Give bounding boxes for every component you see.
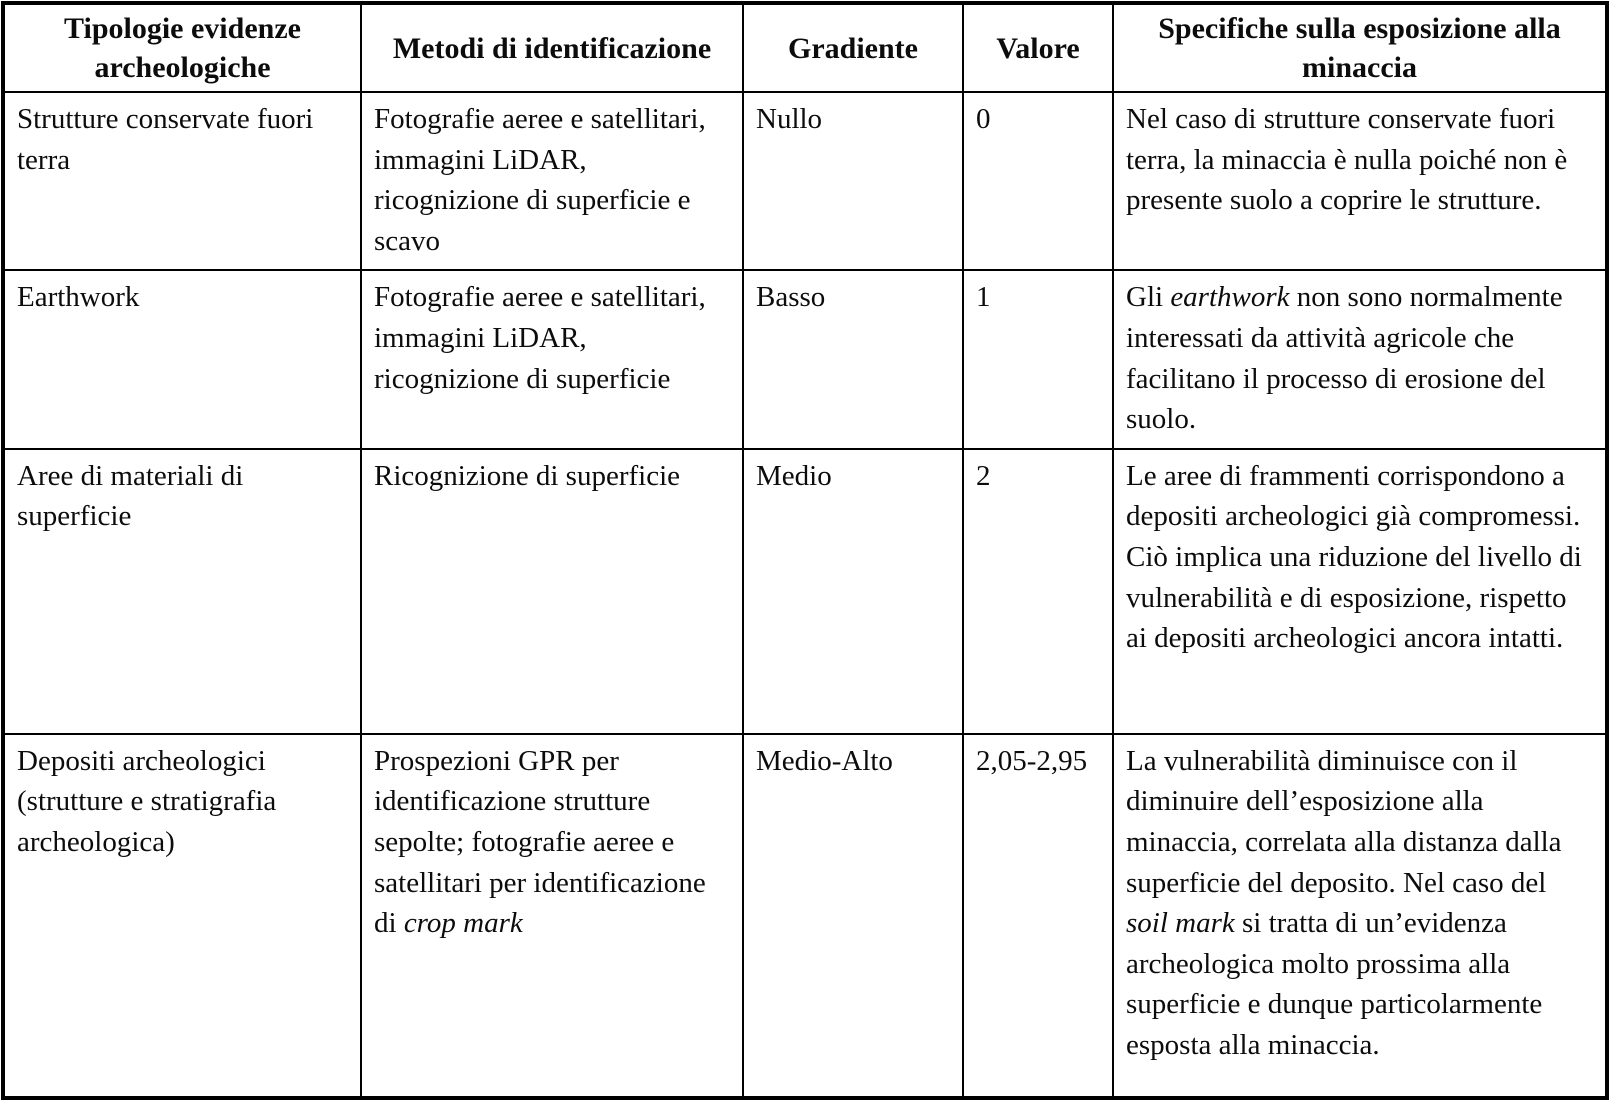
text-segment: Le aree di frammenti corrispondono a depositi archeologici già compromessi. Ciò implica una riduzione del livello di vulnerabilità e di esposizione, rispetto ai depositi archeologici ancora intatti. (1126, 459, 1582, 655)
cell-valore: 2,05-2,95 (963, 734, 1113, 1098)
table-row (3, 270, 1607, 448)
cell-metodi (361, 449, 743, 734)
italic-term: soil mark (1126, 907, 1235, 940)
table-row (3, 92, 1607, 270)
text-segment: Fotografie aeree e satellitari, immagini LiDAR, ricognizione di superficie (374, 281, 706, 395)
table-header-row (3, 3, 1607, 92)
text-segment: Nel caso di strutture conservate fuori terra, la minaccia è nulla poiché non è presente suolo a coprire le strutture. (1126, 103, 1568, 217)
cell-valore: 0 (963, 92, 1113, 270)
header-cell-valore: Valore (963, 3, 1113, 92)
header-cell-gradiente: Gradiente (743, 3, 963, 92)
cell-gradiente: Medio-Alto (743, 734, 963, 1098)
archaeological-evidence-table-container (0, 1, 1610, 1087)
header-cell-metodi: Metodi di identificazione (361, 3, 743, 92)
text-segment: si tratta di un’evidenza archeologica molto prossima alla superficie e dunque particolarmente esposta alla minaccia. (1126, 907, 1543, 1061)
cell-gradiente: Medio (743, 449, 963, 734)
cell-tipologia: Strutture conservate fuori terra (3, 92, 361, 270)
cell-tipologia: Depositi archeologici (strutture e stratigrafia archeologica) (3, 734, 361, 1098)
text-segment: Fotografie aeree e satellitari, immagini LiDAR, ricognizione di superficie e scavo (374, 103, 706, 257)
cell-specifiche (1113, 734, 1607, 1098)
cell-gradiente: Nullo (743, 92, 963, 270)
cell-gradiente: Basso (743, 270, 963, 448)
cell-specifiche (1113, 449, 1607, 734)
header-cell-specifiche: Specifiche sulla esposizione alla minaccia (1113, 3, 1607, 92)
italic-term: earthwork (1170, 281, 1290, 314)
text-segment: La vulnerabilità diminuisce con il diminuire dell’esposizione alla minaccia, correlata alla distanza dalla superficie del deposito. Nel caso del (1126, 744, 1562, 899)
cell-metodi (361, 270, 743, 448)
cell-metodi (361, 734, 743, 1098)
cell-valore: 2 (963, 449, 1113, 734)
cell-tipologia: Aree di materiali di superficie (3, 449, 361, 734)
text-segment: non sono normalmente interessati da attività agricole che facilitano il processo di erosione del suolo. (1126, 281, 1563, 436)
text-segment: Ricognizione di superficie (374, 459, 681, 492)
italic-term: crop mark (403, 907, 523, 940)
cell-metodi (361, 92, 743, 270)
cell-tipologia: Earthwork (3, 270, 361, 448)
table-row (3, 734, 1607, 1098)
header-cell-tipologie: Tipologie evidenze archeologiche (3, 3, 361, 92)
archaeological-evidence-table (1, 1, 1609, 1100)
cell-specifiche (1113, 270, 1607, 448)
table-row (3, 449, 1607, 734)
text-segment: Gli (1126, 281, 1171, 314)
text-segment: Prospezioni GPR per identificazione strutture sepolte; fotografie aeree e satellitari per identificazione di (374, 744, 706, 940)
cell-valore: 1 (963, 270, 1113, 448)
cell-specifiche (1113, 92, 1607, 270)
